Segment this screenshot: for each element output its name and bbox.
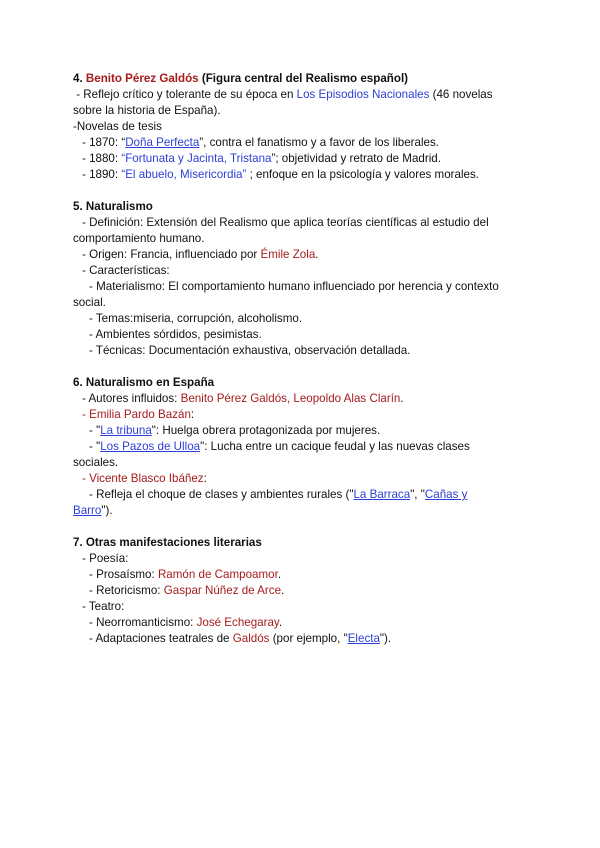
list-item: - Técnicas: Documentación exhaustiva, observación detallada.: [89, 344, 411, 357]
section-6-heading: 6. Naturalismo en España: [73, 376, 215, 389]
text-line: sociales.: [73, 456, 119, 469]
text: ", ": [410, 488, 425, 501]
list-item: - Materialismo: El comportamiento humano influenciado por herencia y contexto: [89, 280, 499, 293]
author-name: Gaspar Núñez de Arce: [163, 584, 282, 597]
text: - Origen: Francia, influenciado por: [82, 248, 261, 261]
list-item: [82, 392, 404, 408]
work-link[interactable]: Cañas y: [424, 488, 468, 501]
text: - Reflejo crítico y tolerante de su época en: [73, 88, 297, 101]
text-line: comportamiento humano.: [73, 232, 205, 245]
text: .: [278, 616, 283, 629]
author-name: José Echegaray: [196, 616, 279, 629]
text: .: [281, 584, 285, 597]
work-link[interactable]: Los Pazos de Ulloa: [100, 440, 201, 453]
list-item: [82, 408, 194, 424]
list-item: - Ambientes sórdidos, pesimistas.: [89, 328, 262, 341]
list-item: - Características:: [82, 264, 170, 277]
text: - 1890:: [82, 168, 122, 181]
text: - 1880:: [82, 152, 122, 165]
list-item: [82, 168, 479, 184]
text: .: [315, 248, 319, 261]
list-item: [82, 248, 319, 264]
list-item: - Poesía:: [82, 552, 129, 565]
text: - Adaptaciones teatrales de: [89, 632, 233, 645]
text: - ": [89, 440, 101, 453]
text: ").: [101, 504, 113, 517]
list-item: [89, 440, 470, 456]
author-name: Benito Pérez Galdós: [85, 72, 199, 85]
list-item: [82, 136, 439, 152]
work-link[interactable]: Electa: [347, 632, 380, 645]
section-4-heading: [73, 72, 408, 88]
work-link[interactable]: La Barraca: [353, 488, 411, 501]
text-line: [73, 504, 113, 520]
list-item: [82, 472, 207, 488]
text: - Prosaísmo:: [89, 568, 158, 581]
text-line: social.: [73, 296, 106, 309]
list-item: [89, 632, 391, 648]
text: - Refleja el choque de clases y ambientes rurales (": [89, 488, 354, 501]
text: ; enfoque en la psicología y valores morales.: [246, 168, 479, 181]
work-link[interactable]: La tribuna: [100, 424, 152, 437]
text: :: [190, 408, 195, 421]
text: ": Huelga obrera protagonizada por mujeres.: [151, 424, 381, 437]
text: .: [277, 568, 282, 581]
work-link[interactable]: Barro: [73, 504, 102, 517]
work-title: “El abuelo, Misericordia”: [121, 168, 247, 181]
text-line: sobre la historia de España).: [73, 104, 221, 117]
work-link[interactable]: Doña Perfecta: [125, 136, 200, 149]
list-item: [89, 568, 281, 584]
text: ”; objetividad y retrato de Madrid.: [271, 152, 441, 165]
text: (por ejemplo, ": [269, 632, 348, 645]
text: - Neorromanticismo:: [89, 616, 197, 629]
work-title: “Fortunata y Jacinta, Tristana: [121, 152, 272, 165]
text-line: [73, 88, 493, 104]
text: - Retoricismo:: [89, 584, 164, 597]
work-title: Los Episodios Nacionales: [296, 88, 430, 101]
author-name: - Emilia Pardo Bazán: [82, 408, 191, 421]
section-7-heading: 7. Otras manifestaciones literarias: [73, 536, 262, 549]
text: - 1870: “: [82, 136, 126, 149]
list-item: [89, 488, 467, 504]
list-item: - Teatro:: [82, 600, 125, 613]
text: .: [400, 392, 404, 405]
list-item: [82, 152, 441, 168]
author-name: - Vicente Blasco Ibáñez: [82, 472, 204, 485]
section-5-heading: 5. Naturalismo: [73, 200, 153, 213]
text: :: [203, 472, 207, 485]
heading-text: (Figura central del Realismo español): [198, 72, 409, 85]
text-line: -Novelas de tesis: [73, 120, 162, 133]
author-name: Émile Zola: [260, 248, 316, 261]
list-item: [89, 584, 284, 600]
heading-number: 4.: [73, 72, 86, 85]
text: ").: [379, 632, 392, 645]
text: (46 novelas: [429, 88, 493, 101]
author-name: Ramón de Campoamor: [157, 568, 278, 581]
list-item: [89, 616, 282, 632]
author-name: Benito Pérez Galdós, Leopoldo Alas Clarín: [180, 392, 401, 405]
text: - ": [89, 424, 101, 437]
list-item: [89, 424, 380, 440]
author-name: Galdós: [232, 632, 270, 645]
list-item: - Definición: Extensión del Realismo que aplica teorías científicas al estudio del: [82, 216, 489, 229]
text: - Autores influidos:: [82, 392, 181, 405]
list-item: - Temas:miseria, corrupción, alcoholismo.: [89, 312, 303, 325]
text: ": Lucha entre un cacique feudal y las nuevas clases: [200, 440, 470, 453]
text: ”, contra el fanatismo y a favor de los liberales.: [199, 136, 440, 149]
